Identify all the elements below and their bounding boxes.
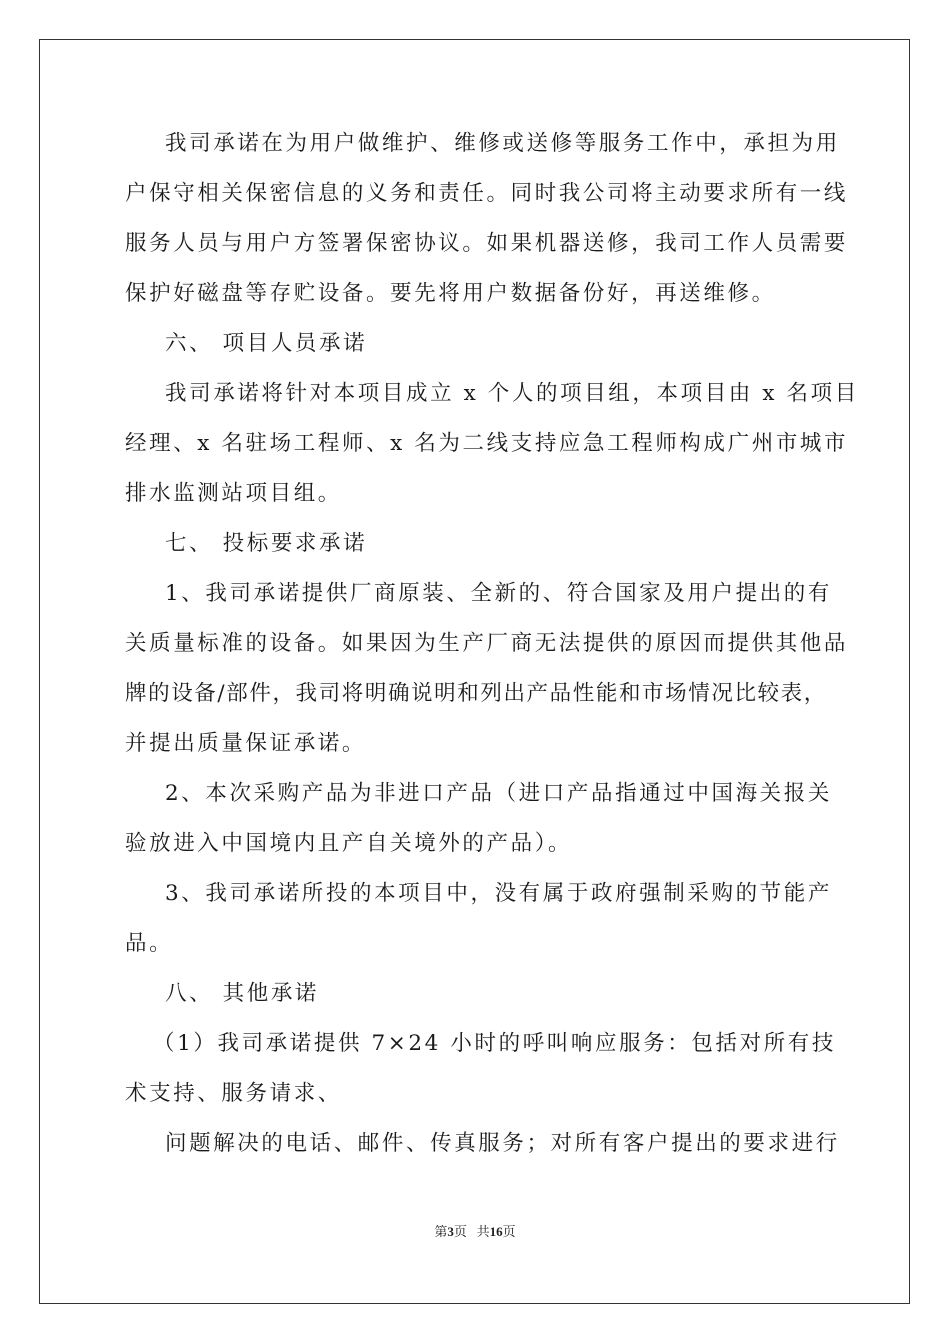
- section-heading: 六、 项目人员承诺: [165, 331, 368, 356]
- paragraph-line: 并提出质量保证承诺。: [125, 731, 367, 756]
- footer-page-unit: 页: [453, 1224, 467, 1239]
- footer-prefix: 第: [434, 1224, 448, 1239]
- paragraph-line: 排水监测站项目组。: [125, 481, 342, 506]
- paragraph-line: （1）我司承诺提供 7×24 小时的呼叫响应服务：包括对所有技: [153, 1031, 837, 1056]
- paragraph-line: 验放进入中国境内且产自关境外的产品）。: [125, 831, 573, 856]
- paragraph-line: 2、本次采购产品为非进口产品（进口产品指通过中国海关报关: [165, 781, 832, 806]
- page-footer: [0, 1221, 950, 1240]
- paragraph-line: 问题解决的电话、邮件、传真服务；对所有客户提出的要求进行: [165, 1131, 840, 1156]
- paragraph-line: 品。: [125, 931, 174, 956]
- paragraph-line: 户保守相关保密信息的义务和责任。同时我公司将主动要求所有一线: [125, 181, 849, 206]
- footer-total-unit: 页: [502, 1224, 516, 1239]
- footer-total-prefix: 共: [476, 1224, 490, 1239]
- paragraph-line: 我司承诺在为用户做维护、维修或送修等服务工作中，承担为用: [165, 131, 840, 156]
- paragraph-line: 牌的设备/部件，我司将明确说明和列出产品性能和市场情况比较表，: [125, 681, 827, 706]
- section-heading: 八、 其他承诺: [165, 981, 320, 1006]
- section-heading: 七、 投标要求承诺: [165, 531, 368, 556]
- footer-total-pages: 16: [489, 1224, 503, 1239]
- paragraph-line: 关质量标准的设备。如果因为生产厂商无法提供的原因而提供其他品: [125, 631, 849, 656]
- paragraph-line: 术支持、服务请求、: [125, 1081, 342, 1106]
- paragraph-line: 经理、x 名驻场工程师、x 名为二线支持应急工程师构成广州市城市: [125, 431, 849, 456]
- paragraph-line: 保护好磁盘等存贮设备。要先将用户数据备份好，再送维修。: [125, 281, 776, 306]
- paragraph-line: 3、我司承诺所投的本项目中，没有属于政府强制采购的节能产: [165, 881, 832, 906]
- paragraph-line: 服务人员与用户方签署保密协议。如果机器送修，我司工作人员需要: [125, 231, 849, 256]
- footer-page-number: 3: [447, 1224, 454, 1239]
- paragraph-line: 1、我司承诺提供厂商原装、全新的、符合国家及用户提出的有: [165, 581, 832, 606]
- paragraph-line: 我司承诺将针对本项目成立 x 个人的项目组，本项目由 x 名项目: [165, 381, 859, 406]
